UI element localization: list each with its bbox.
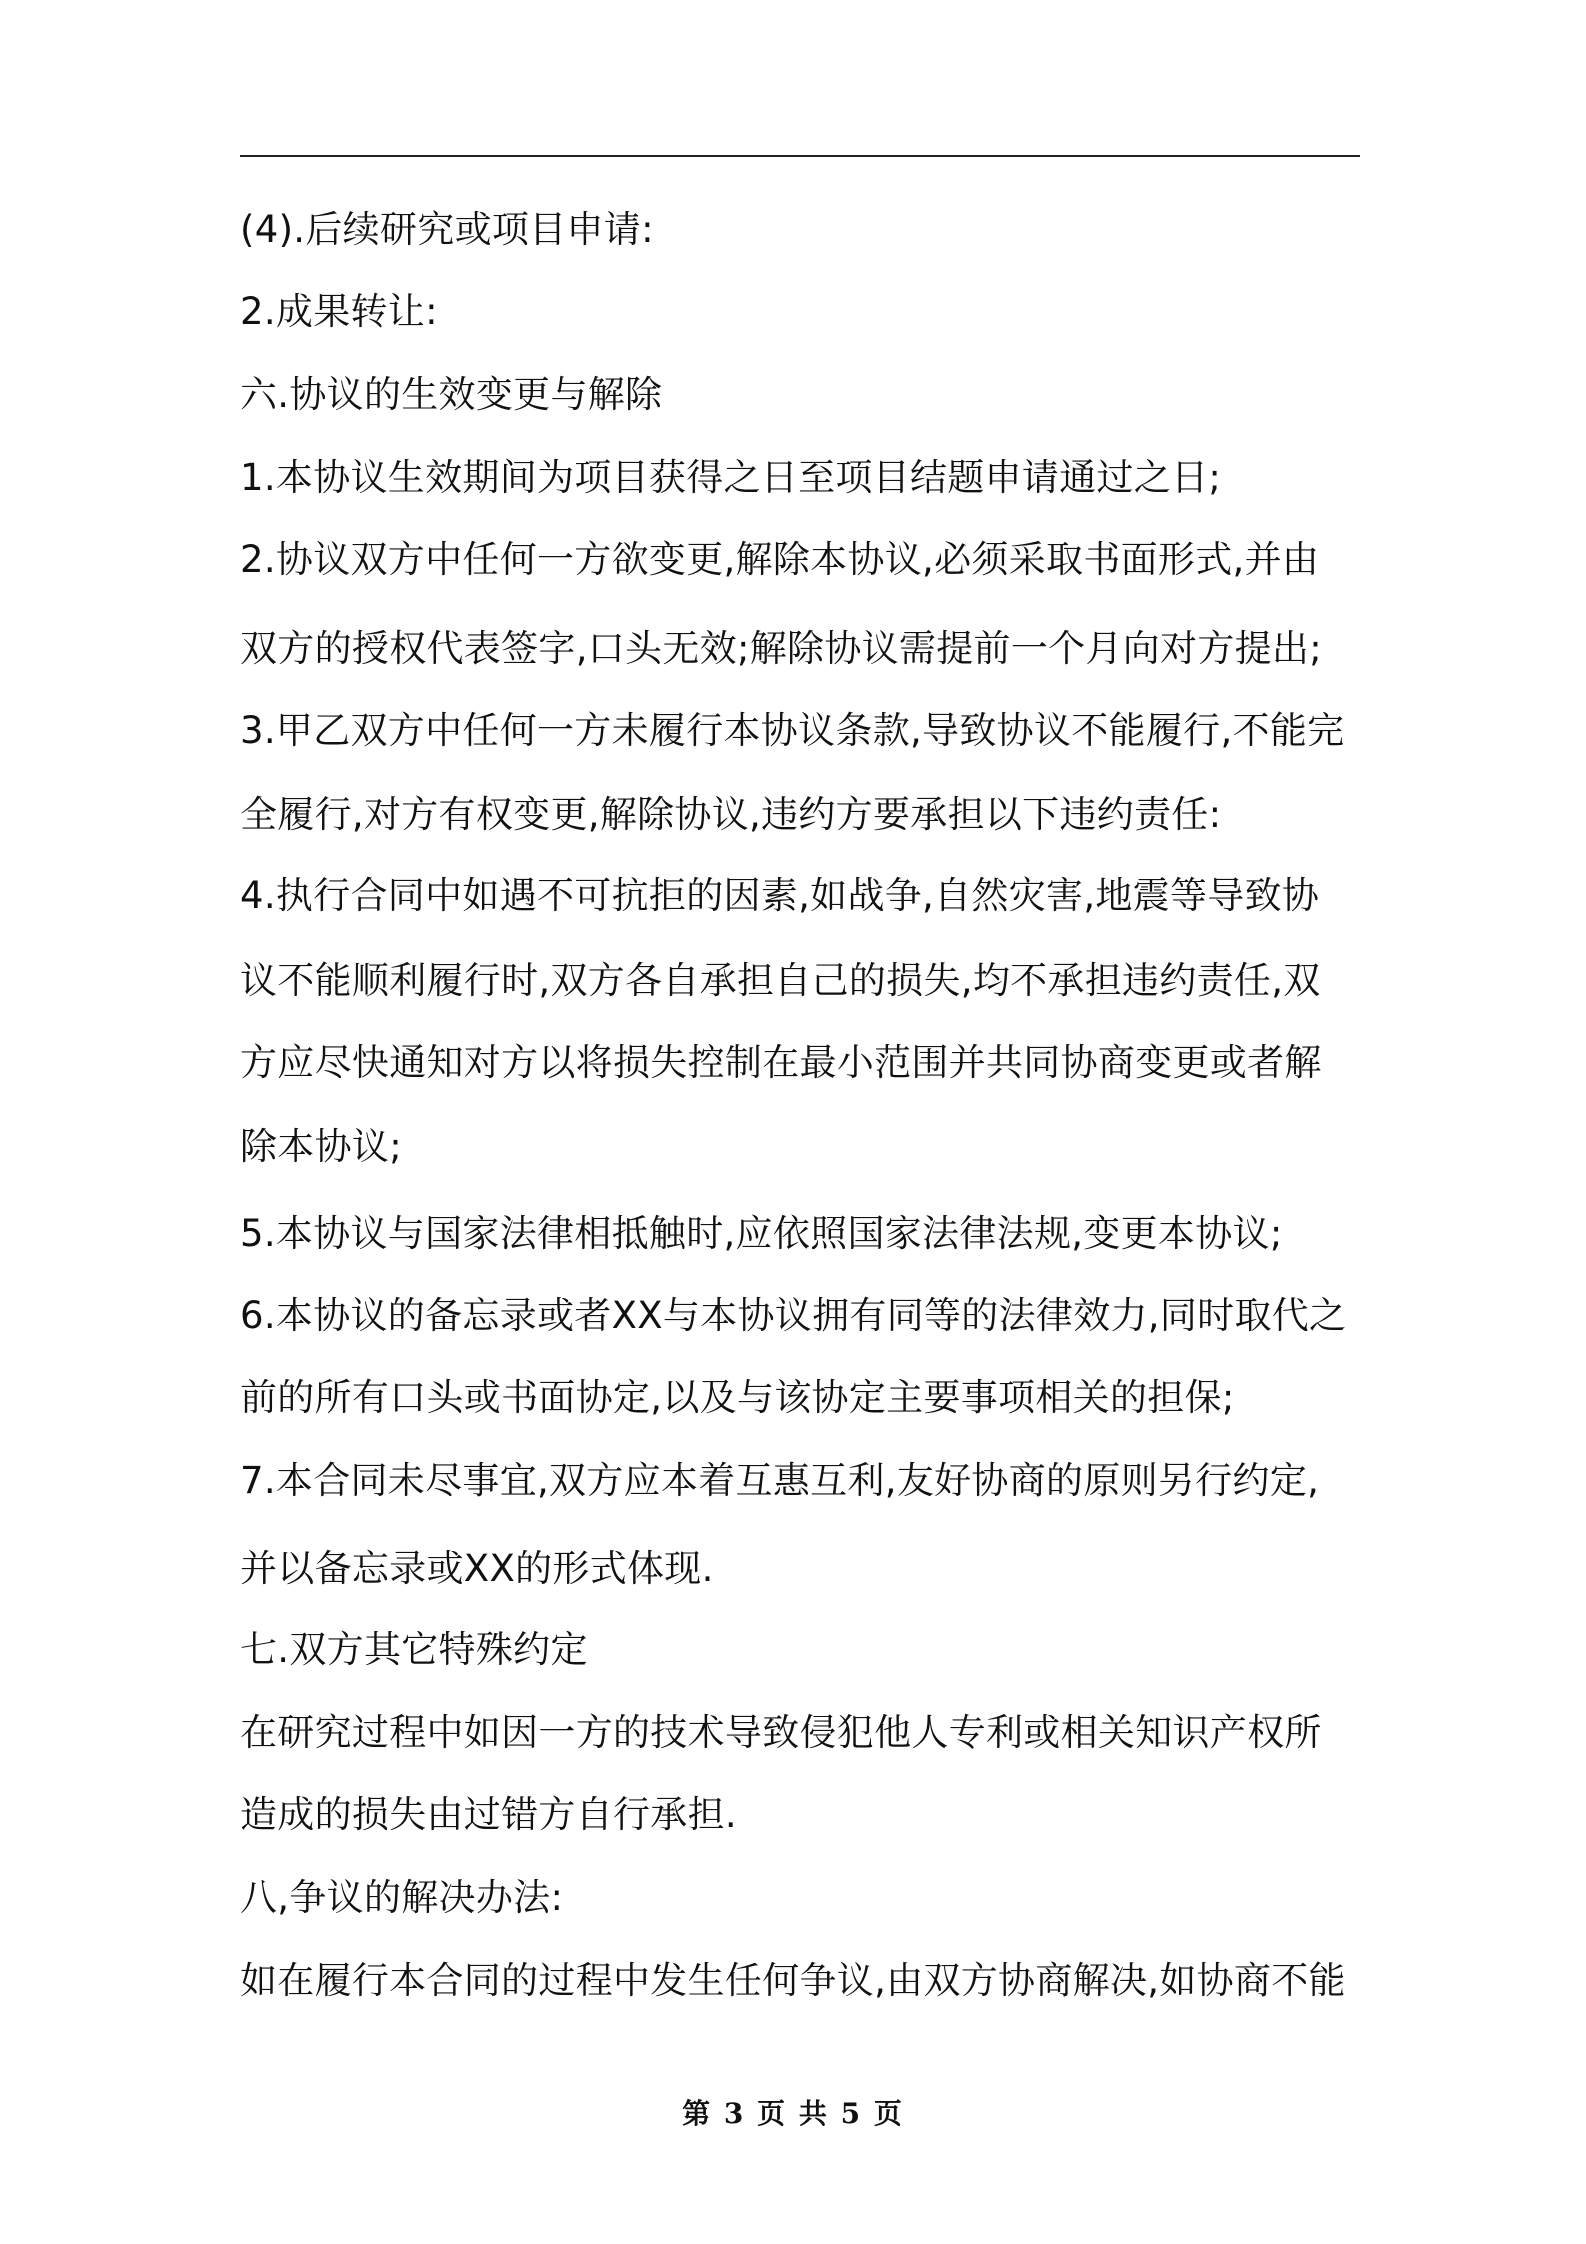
text-line: (4).后续研究或项目申请: xyxy=(240,208,654,251)
text-line: 造成的损失由过错方自行承担. xyxy=(240,1793,737,1836)
text-line: 5.本协议与国家法律相抵触时,应依照国家法律法规,变更本协议; xyxy=(240,1212,1283,1255)
page-number: 第 3 页 共 5 页 xyxy=(682,2097,904,2130)
text-line: 方应尽快通知对方以将损失控制在最小范围并共同协商变更或者解 xyxy=(240,1041,1322,1084)
text-line: 全履行,对方有权变更,解除协议,违约方要承担以下违约责任: xyxy=(240,793,1222,836)
text-line: 双方的授权代表签字,口头无效;解除协议需提前一个月向对方提出; xyxy=(240,627,1322,670)
text-line: 2.协议双方中任何一方欲变更,解除本协议,必须采取书面形式,并由 xyxy=(240,538,1320,581)
section-heading: 六.协议的生效变更与解除 xyxy=(240,373,663,416)
text-line: 1.本协议生效期间为项目获得之日至项目结题申请通过之日; xyxy=(240,456,1222,499)
text-line: 7.本合同未尽事宜,双方应本着互惠互利,友好协商的原则另行约定, xyxy=(240,1459,1320,1502)
text-line: 在研究过程中如因一方的技术导致侵犯他人专利或相关知识产权所 xyxy=(240,1711,1322,1754)
text-line: 如在履行本合同的过程中发生任何争议,由双方协商解决,如协商不能 xyxy=(240,1959,1346,2002)
text-line: 4.执行合同中如遇不可抗拒的因素,如战争,自然灾害,地震等导致协 xyxy=(240,874,1320,917)
text-line: 6.本协议的备忘录或者XX与本协议拥有同等的法律效力,同时取代之 xyxy=(240,1294,1347,1337)
text-line: 议不能顺利履行时,双方各自承担自己的损失,均不承担违约责任,双 xyxy=(240,959,1321,1002)
section-heading: 八,争议的解决办法: xyxy=(240,1876,564,1919)
text-line: 除本协议; xyxy=(240,1125,402,1168)
text-line: 2.成果转让: xyxy=(240,290,438,333)
text-line: 前的所有口头或书面协定,以及与该协定主要事项相关的担保; xyxy=(240,1376,1235,1419)
text-line: 3.甲乙双方中任何一方未履行本协议条款,导致协议不能履行,不能完 xyxy=(240,709,1345,752)
text-line: 并以备忘录或XX的形式体现. xyxy=(240,1547,714,1590)
section-heading: 七.双方其它特殊约定 xyxy=(240,1628,588,1671)
